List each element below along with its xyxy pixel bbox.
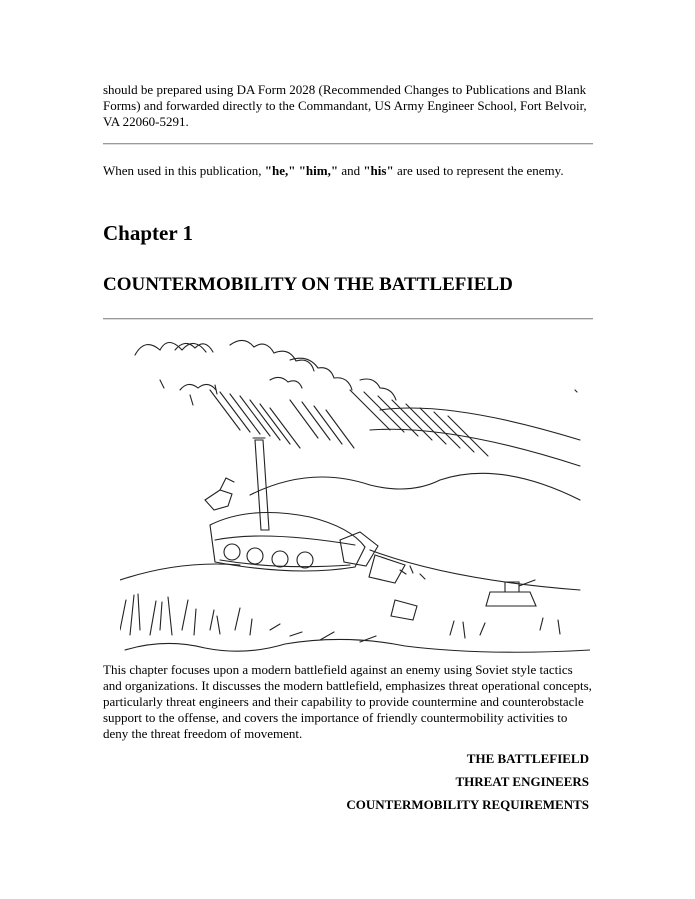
pronoun-note	[103, 163, 593, 179]
toc-item-the-battlefield[interactable]: THE BATTLEFIELD	[466, 751, 589, 766]
toc-item-countermobility-requirements[interactable]: COUNTERMOBILITY REQUIREMENTS	[346, 797, 589, 812]
note-text-after: are used to represent the enemy.	[393, 163, 564, 178]
note-his: "his"	[363, 163, 394, 178]
note-him: "him,"	[298, 163, 339, 178]
note-sep2: and	[338, 163, 364, 178]
chapter-title: COUNTERMOBILITY ON THE BATTLEFIELD	[103, 274, 513, 295]
chapter-label: Chapter 1	[103, 221, 194, 245]
note-he: "he,"	[264, 163, 296, 178]
battlefield-illustration	[120, 330, 590, 660]
toc-item-threat-engineers[interactable]: THREAT ENGINEERS	[455, 774, 589, 789]
horizontal-rule-title	[103, 318, 593, 320]
intro-paragraph: should be prepared using DA Form 2028 (Recommended Changes to Publications and Blank Forms) and forwarded directly to the Commandant, US Army Engineer School, Fort Belvoir, VA 22060-5291.	[103, 82, 587, 129]
note-text-before: When used in this publication,	[103, 163, 265, 178]
chapter-summary: This chapter focuses upon a modern battlefield against an enemy using Soviet style tactics and organizations. It discusses the modern battlefield, emphasizes threat operational concepts, particularly threat engineers and their capability to provide countermine and counterobstacle support to the offense, and covers the importance of friendly countermobility activities to deny the threat freedom of movement.	[103, 662, 592, 741]
horizontal-rule-top	[103, 143, 593, 145]
